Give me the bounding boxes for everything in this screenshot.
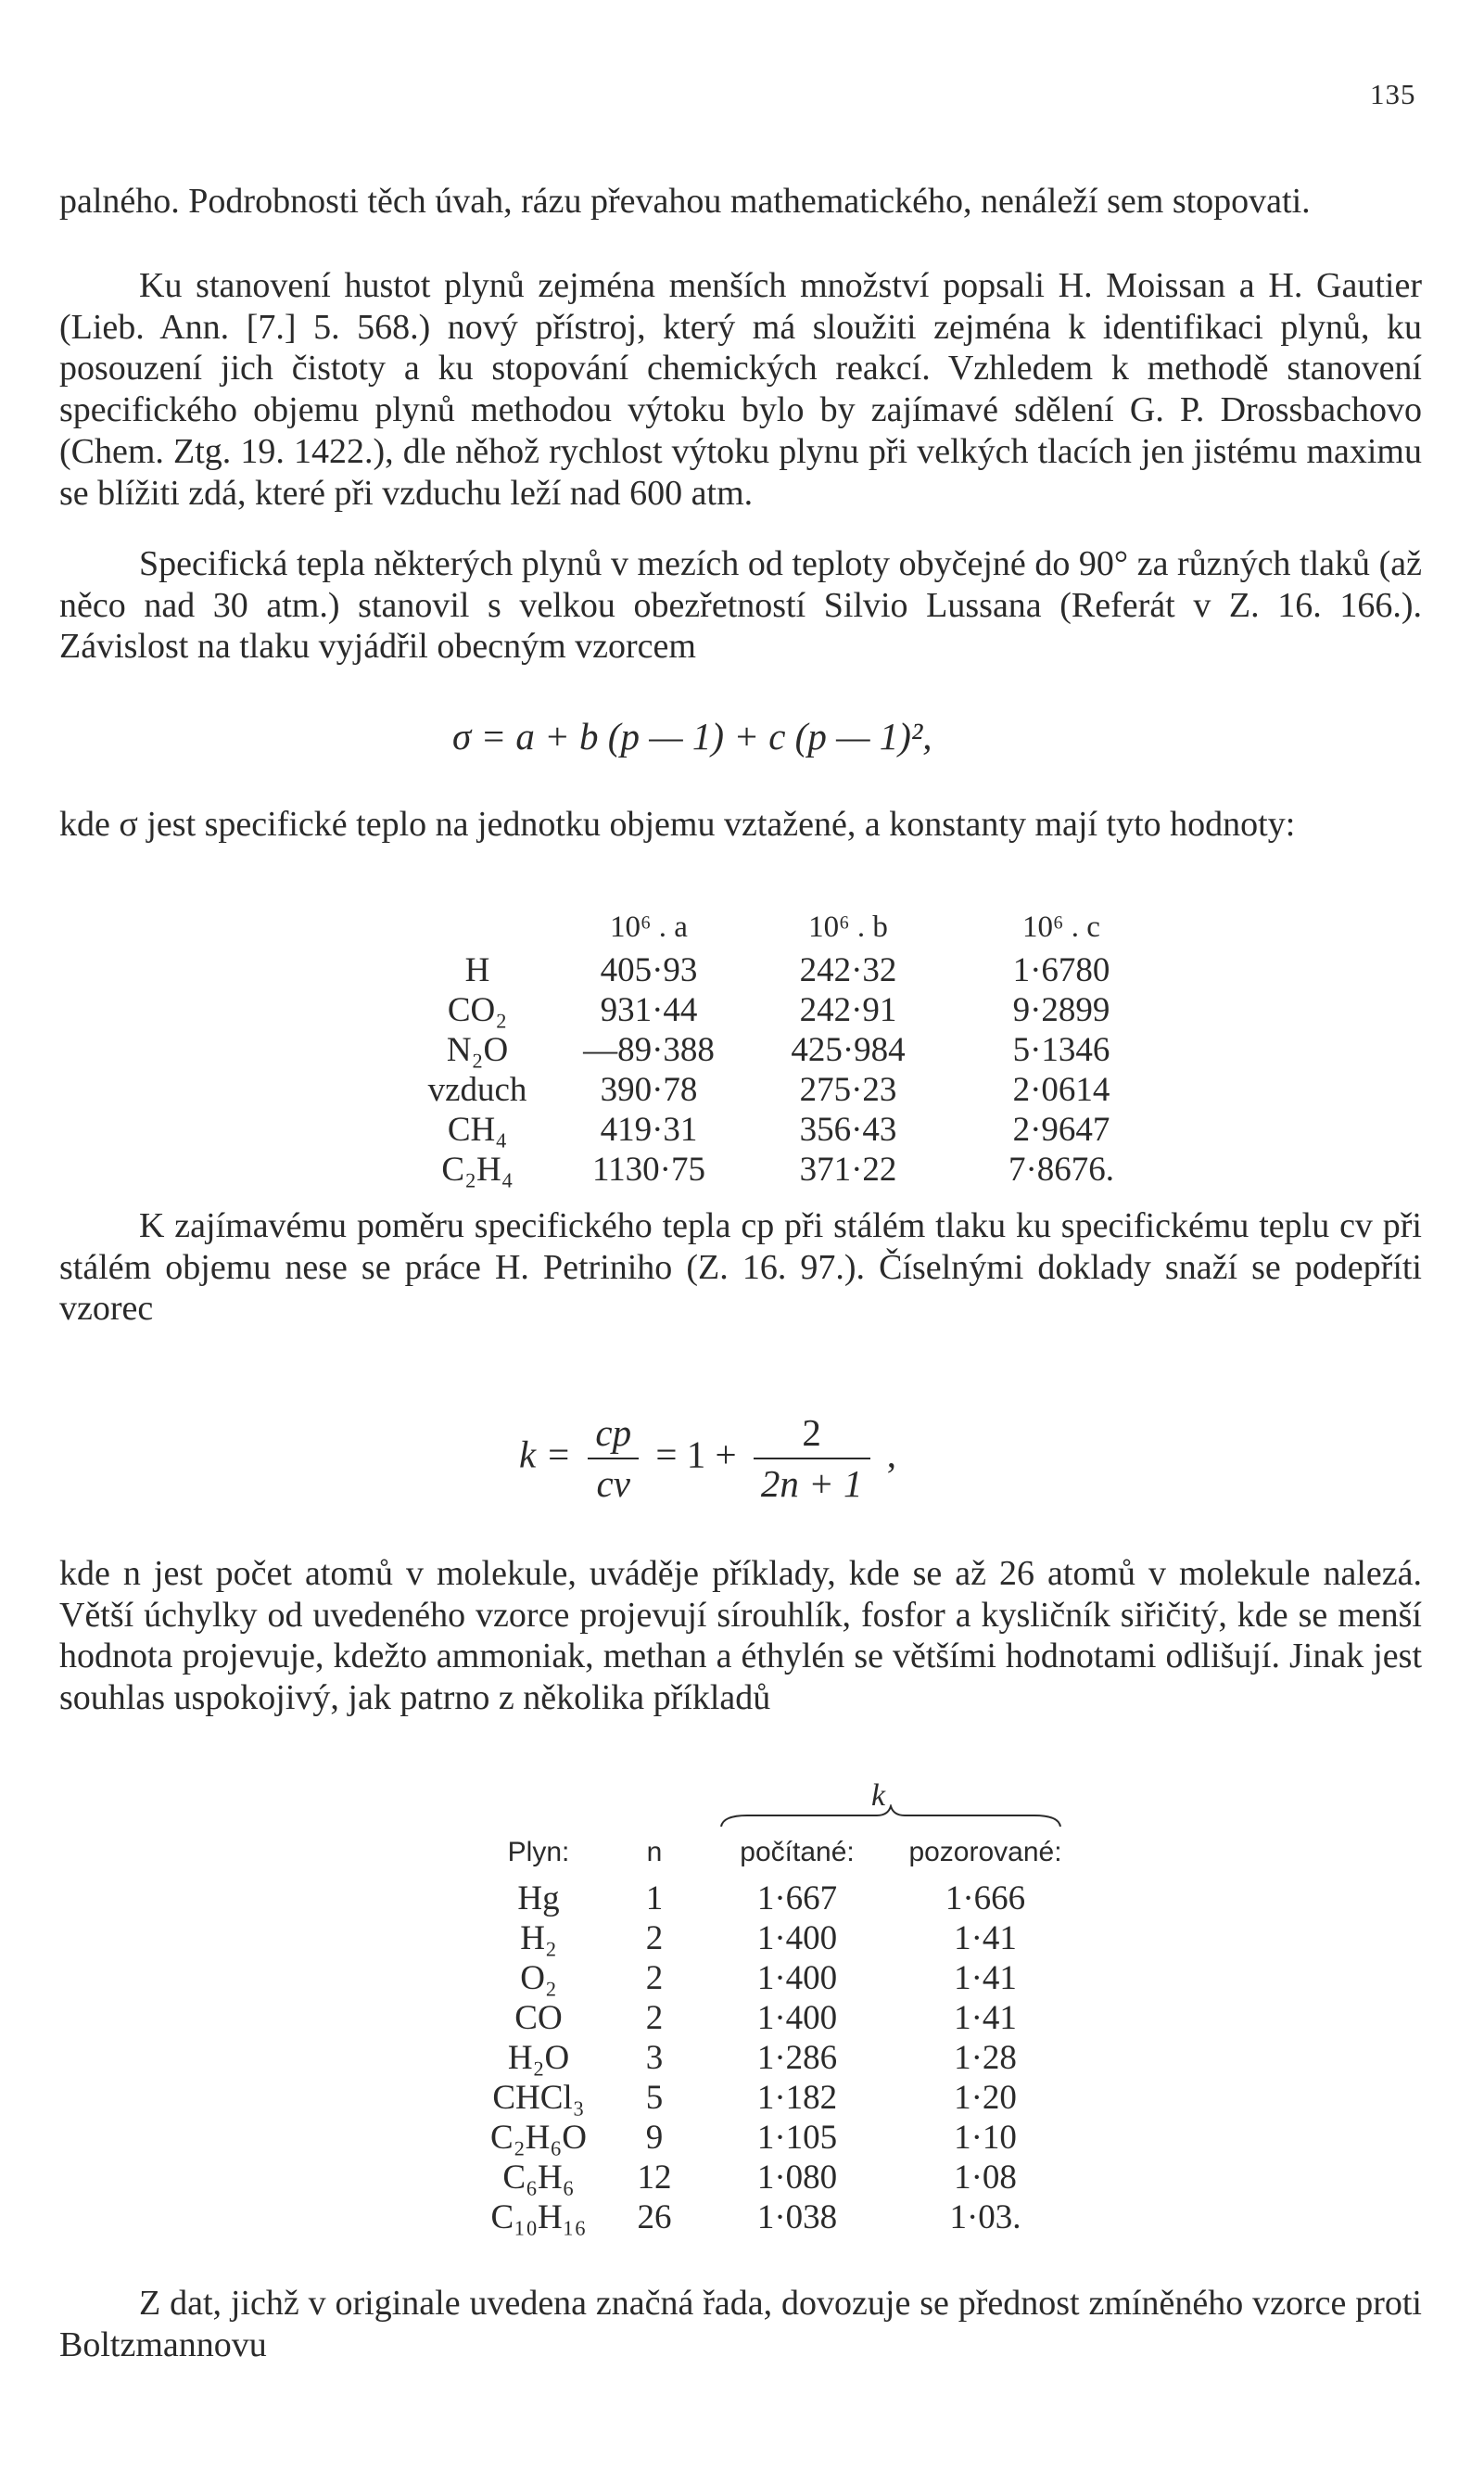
- value-cell: 390·78: [600, 1071, 698, 1109]
- table-row: [475, 1918, 1083, 1958]
- fraction-denominator: 2n + 1: [760, 1462, 863, 1506]
- specific-heat-table: [399, 904, 1168, 1190]
- value-cell: 12: [637, 2159, 672, 2197]
- paragraph-2: Ku stanovení hustot plynů zejména menších množství popsali H. Moissan a H. Gautier (Lieb. Ann. [7.] 5. 568.) nový přístroj, který má sloužiti zejména k identifikaci plynů, ku posouzení jich čistoty a ku stopování chemických reakcí. Vzhledem k methodě stanovení specifického objemu plynů methodou výtoku bylo by zajímavé sdělení G. P. Drossbachovo (Chem. Ztg. 19. 1422.), dle něhož rychlost výtoku plynu při velkých tlacích jen jistému maximu se blížiti zdá, které při vzduchu leží nad 600 atm.: [59, 266, 1422, 513]
- brace-icon: [719, 1804, 1062, 1828]
- table-header-row: [475, 1827, 1083, 1879]
- fraction-cp-cv: [588, 1412, 639, 1505]
- gas-cell: C₁₀H₁₆: [490, 2198, 587, 2236]
- value-cell: 1·10: [954, 2119, 1017, 2157]
- value-cell: 1·41: [954, 1999, 1017, 2037]
- fraction-numerator: cp: [588, 1412, 639, 1459]
- value-cell: 1·080: [756, 2159, 838, 2197]
- value-cell: 1·20: [954, 2079, 1017, 2117]
- table-row: [399, 990, 1168, 1030]
- value-cell: 1·400: [756, 1919, 838, 1957]
- table-header-cell: 10⁶ . b: [808, 910, 888, 944]
- value-cell: 7·8676.: [1008, 1151, 1115, 1189]
- value-cell: 3: [645, 2039, 664, 2077]
- table-header-cell: [399, 904, 556, 950]
- table-header-cell: 10⁶ . c: [1022, 910, 1100, 944]
- table-row: [399, 1070, 1168, 1110]
- formula-lhs: k =: [519, 1433, 572, 1476]
- formula-heat-ratio: [519, 1412, 896, 1505]
- value-cell: 2·9647: [1012, 1111, 1110, 1149]
- gas-cell: H₂O: [507, 2039, 570, 2077]
- value-cell: 5·1346: [1012, 1031, 1110, 1069]
- table-row: [475, 2197, 1083, 2237]
- table-row: [475, 2158, 1083, 2197]
- value-cell: 356·43: [799, 1111, 897, 1149]
- fraction-atoms: [754, 1412, 870, 1505]
- value-cell: 1·41: [954, 1919, 1017, 1957]
- value-cell: 931·44: [600, 991, 698, 1029]
- heat-ratio-table: [475, 1827, 1083, 2237]
- gas-cell: H₂: [520, 1919, 557, 1957]
- gas-cell: N₂O: [446, 1031, 509, 1069]
- value-cell: 2: [645, 1959, 664, 1997]
- gas-cell: C₂H₄: [441, 1151, 514, 1189]
- gas-cell: CHCl₃: [492, 2079, 585, 2117]
- paragraph-5: K zajímavému poměru specifického tepla cp při stálém tlaku ku specifickému teplu cv při stálém objemu nese se práce H. Petriniho (Z. 16. 97.). Číselnými doklady snaží se podepříti vzorec: [59, 1206, 1422, 1329]
- paragraph-7: Z dat, jichž v originale uvedena značná řada, dovozuje se přednost zmíněného vzorce proti Boltzmannovu: [59, 2284, 1422, 2364]
- gas-cell: CO₂: [447, 991, 508, 1029]
- table-row: [475, 2038, 1083, 2078]
- gas-cell: O₂: [520, 1959, 557, 1997]
- value-cell: 1·41: [954, 1959, 1017, 1997]
- table-header-cell: pozorované:: [908, 1837, 1062, 1867]
- value-cell: 242·32: [799, 951, 897, 989]
- value-cell: 242·91: [799, 991, 897, 1029]
- page-number: 135: [1370, 78, 1416, 110]
- value-cell: 1·286: [756, 2039, 838, 2077]
- paragraph-1: palného. Podrobnosti těch úvah, rázu převahou mathematického, nenáleží sem stopovati.: [59, 182, 1311, 221]
- table-row: [475, 2118, 1083, 2158]
- value-cell: 419·31: [600, 1111, 698, 1149]
- value-cell: 1·105: [756, 2119, 838, 2157]
- gas-cell: CH₄: [447, 1111, 508, 1149]
- table-row: [475, 1958, 1083, 1998]
- table-row: [399, 1030, 1168, 1070]
- table-row: [475, 1879, 1083, 1918]
- value-cell: 1·400: [756, 1959, 838, 1997]
- value-cell: 1·03.: [949, 2198, 1021, 2236]
- value-cell: 2: [645, 1919, 664, 1957]
- formula-specific-heat: σ = a + b (p — 1) + c (p — 1)²,: [452, 715, 932, 758]
- value-cell: 1·400: [756, 1999, 838, 2037]
- paragraph-6: kde n jest počet atomů v molekule, uváděje příklady, kde se až 26 atomů v molekule nalezá. Větší úchylky od uvedeného vzorce projevují sírouhlík, fosfor a kysličník siřičitý, kde se menší hodnota projevuje, kdežto ammoniak, methan a éthylén se většími hodnotami odlišují. Jinak jest souhlas uspokojivý, jak patrno z několika příkladů: [59, 1554, 1422, 1718]
- value-cell: 9: [645, 2119, 664, 2157]
- table-header-cell: 10⁶ . a: [610, 910, 688, 944]
- table-row: [475, 1998, 1083, 2038]
- gas-cell: C₆H₆: [502, 2159, 575, 2197]
- gas-cell: CO: [514, 1999, 563, 2037]
- fraction-numerator: 2: [754, 1412, 870, 1459]
- value-cell: 26: [637, 2198, 672, 2236]
- value-cell: 371·22: [799, 1151, 897, 1189]
- table-header-cell: n: [646, 1837, 663, 1867]
- k-label: k: [871, 1778, 886, 1813]
- paragraph-4: kde σ jest specifické teplo na jednotku objemu vztažené, a konstanty mají tyto hodnoty:: [59, 805, 1296, 844]
- gas-cell: vzduch: [427, 1071, 527, 1109]
- value-cell: 1·666: [945, 1879, 1026, 1917]
- table-header-row: [399, 904, 1168, 950]
- value-cell: 1·182: [756, 2079, 838, 2117]
- table-row: [399, 1150, 1168, 1190]
- value-cell: 1·08: [954, 2159, 1017, 2197]
- formula-tail: ,: [886, 1433, 896, 1476]
- value-cell: 275·23: [799, 1071, 897, 1109]
- paragraph-3: Specifická tepla některých plynů v mezích od teploty obyčejné do 90° za různých tlaků (až něco nad 30 atm.) stanovil s velkou obezřetností Silvio Lussana (Referát v Z. 16. 166.). Závislost na tlaku vyjádřil obecným vzorcem: [59, 544, 1422, 667]
- value-cell: 425·984: [791, 1031, 906, 1069]
- table-header-cell: počítané:: [740, 1837, 855, 1867]
- value-cell: 405·93: [600, 951, 698, 989]
- value-cell: 1·038: [756, 2198, 838, 2236]
- value-cell: 1·6780: [1012, 951, 1110, 989]
- table-row: [399, 1110, 1168, 1150]
- gas-cell: C₂H₆O: [490, 2119, 587, 2157]
- value-cell: 1·667: [756, 1879, 838, 1917]
- value-cell: 2·0614: [1012, 1071, 1110, 1109]
- value-cell: 1130·75: [592, 1151, 705, 1189]
- value-cell: 9·2899: [1012, 991, 1110, 1029]
- fraction-denominator: cv: [596, 1462, 630, 1506]
- table-header-cell: Plyn:: [507, 1837, 570, 1867]
- formula-middle: = 1 +: [655, 1433, 737, 1476]
- value-cell: 5: [645, 2079, 664, 2117]
- value-cell: —89·388: [583, 1031, 715, 1069]
- value-cell: 1·28: [954, 2039, 1017, 2077]
- table-row: [475, 2078, 1083, 2118]
- value-cell: 2: [645, 1999, 664, 2037]
- table-row: [399, 950, 1168, 990]
- gas-cell: Hg: [517, 1879, 560, 1917]
- value-cell: 1: [645, 1879, 664, 1917]
- gas-cell: H: [464, 951, 490, 989]
